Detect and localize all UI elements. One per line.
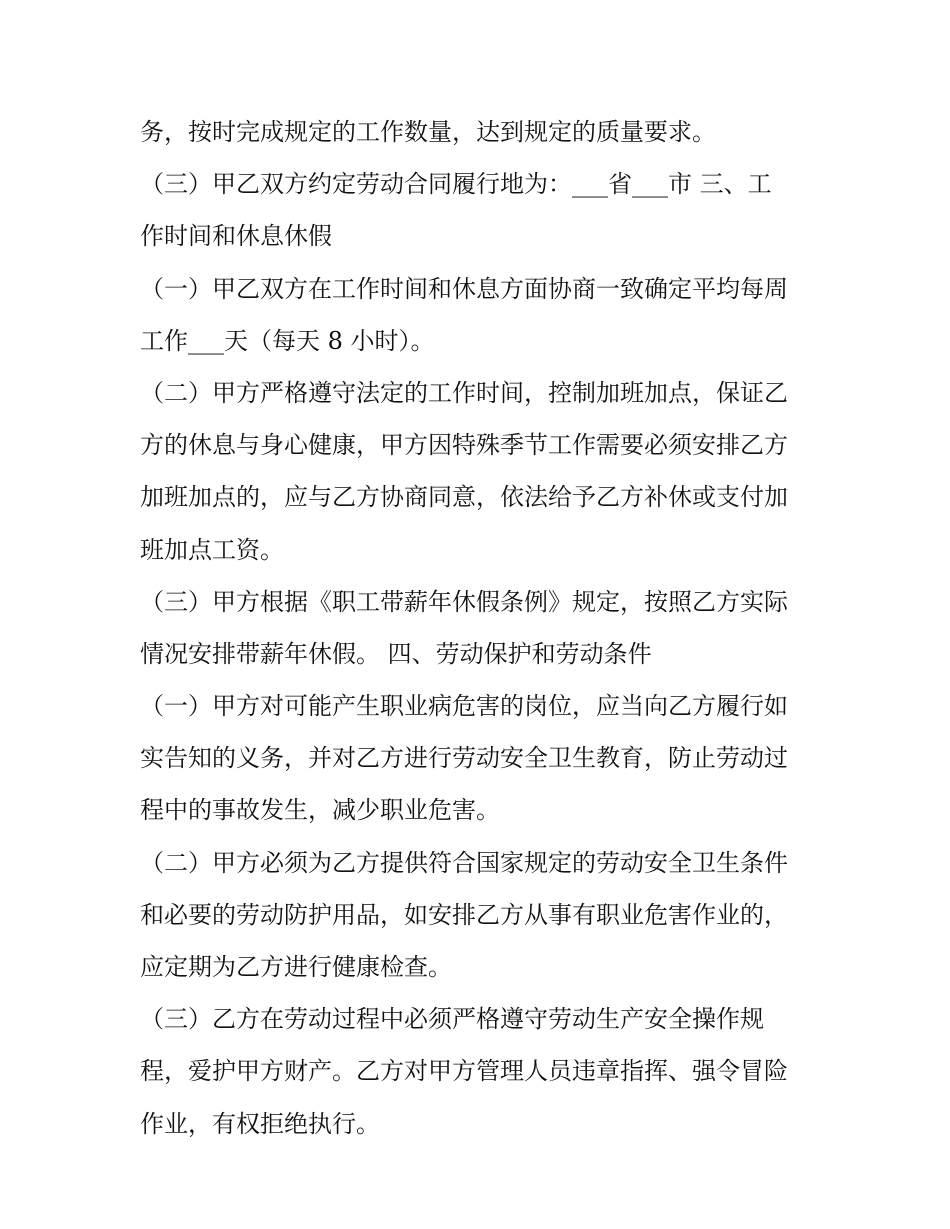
text-line: 工作___天（每天 8 小时）。 bbox=[140, 326, 435, 355]
text-line: 程，爱护甲方财产。乙方对甲方管理人员违章指挥、强令冒险 bbox=[140, 1057, 788, 1086]
text-line: 方的休息与身心健康，甲方因特殊季节工作需要必须安排乙方 bbox=[140, 431, 788, 460]
contract-text bbox=[140, 106, 820, 1150]
text-line: 务，按时完成规定的工作数量，达到规定的质量要求。 bbox=[140, 118, 716, 146]
text-line: （三）甲方根据《职工带薪年休假条例》规定，按照乙方实际 bbox=[140, 587, 788, 616]
text-line: （二）甲方严格遵守法定的工作时间，控制加班加点，保证乙 bbox=[140, 378, 788, 407]
text-line: 程中的事故发生，减少职业危害。 bbox=[140, 796, 500, 825]
text-line: 实告知的义务，并对乙方进行劳动安全卫生教育，防止劳动过 bbox=[140, 744, 788, 773]
text-line: （一）甲乙双方在工作时间和休息方面协商一致确定平均每周 bbox=[140, 274, 788, 303]
text-line: 和必要的劳动防护用品，如安排乙方从事有职业危害作业的， bbox=[140, 900, 788, 929]
text-line: 班加点工资。 bbox=[140, 535, 284, 564]
text-line: （三）乙方在劳动过程中必须严格遵守劳动生产安全操作规 bbox=[140, 1005, 764, 1034]
text-line: （一）甲方对可能产生职业病危害的岗位，应当向乙方履行如 bbox=[140, 692, 788, 721]
text-line: 作时间和休息休假 bbox=[140, 222, 332, 251]
text-line: 加班加点的，应与乙方协商同意，依法给予乙方补休或支付加 bbox=[140, 483, 788, 512]
text-line: 作业，有权拒绝执行。 bbox=[140, 1109, 380, 1138]
text-line: （三）甲乙双方约定劳动合同履行地为：___省___市 三、工 bbox=[140, 170, 772, 199]
text-line: （二）甲方必须为乙方提供符合国家规定的劳动安全卫生条件 bbox=[140, 848, 788, 877]
text-line: 情况安排带薪年休假。 四、劳动保护和劳动条件 bbox=[140, 639, 652, 668]
text-line: 应定期为乙方进行健康检查。 bbox=[140, 953, 452, 981]
